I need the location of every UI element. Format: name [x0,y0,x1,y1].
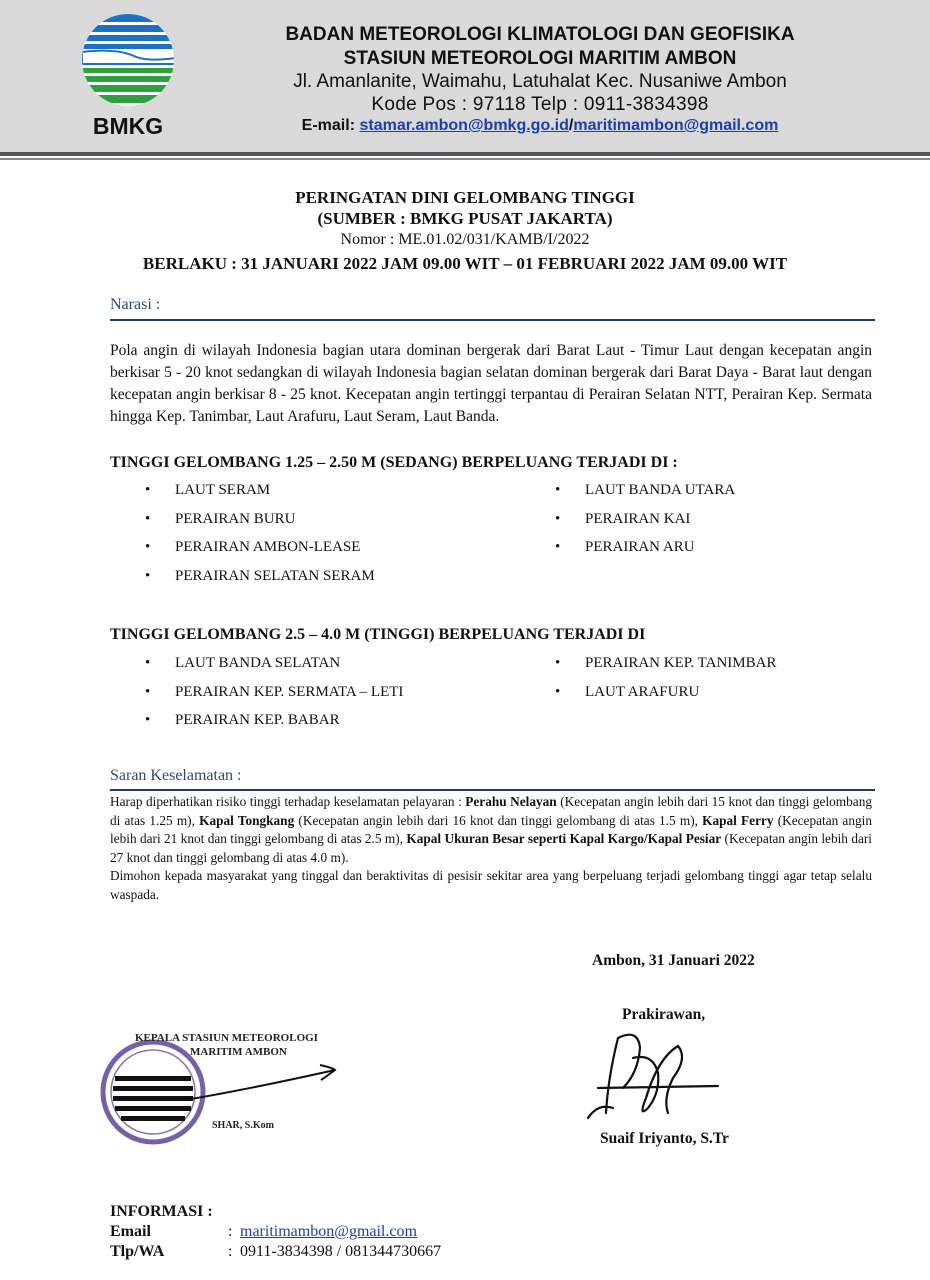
info-heading: INFORMASI : [110,1203,213,1220]
station-name: STASIUN METEOROLOGI MARITIM AMBON [343,48,737,69]
head-title-line1: KEPALA STASIUN METEOROLOGI [135,1032,318,1044]
email-link-1[interactable]: stamar.ambon@bmkg.go.id [359,117,569,134]
info-email-link[interactable]: maritimambon@gmail.com [240,1223,417,1240]
list-item: • LAUT BANDA SELATAN [145,655,341,671]
narasi-heading: Narasi : [110,296,161,313]
list-item: • PERAIRAN BURU [145,511,296,527]
email-link-2[interactable]: maritimambon@gmail.com [573,117,779,134]
forecaster-name: Suaif Iriyanto, S.Tr [600,1130,729,1147]
high-wave-heading: TINGGI GELOMBANG 2.5 – 4.0 M (TINGGI) BERPELUANG TERJADI DI [110,626,646,643]
info-phone-value: 0911-3834398 / 081344730667 [240,1243,442,1260]
list-item: • PERAIRAN SELATAN SERAM [145,568,375,584]
list-item: • PERAIRAN KEP. TANIMBAR [555,655,777,671]
safety-paragraph-2: Dimohon kepada masyarakat yang tinggal dan beraktivitas di pesisir sekitar area yang berpeluang terjadi gelombang tinggi agar tetap selalu waspada. [110,868,872,902]
list-item: • PERAIRAN KAI [555,511,691,527]
list-item: • LAUT BANDA UTARA [555,482,736,498]
list-item: • PERAIRAN KEP. SERMATA – LETI [145,684,404,700]
narasi-rule [110,319,875,321]
logo-text: BMKG [92,113,164,139]
safety-heading: Saran Keselamatan : [110,767,242,784]
bmkg-logo [76,12,180,140]
forecaster-signature [578,1018,728,1130]
place-date: Ambon, 31 Januari 2022 [592,952,755,969]
head-title-line2: MARITIM AMBON [190,1046,287,1058]
list-item: • LAUT SERAM [145,482,271,498]
address: Jl. Amanlanite, Waimahu, Latuhalat Kec. Nusaniwe Ambon [293,71,787,92]
document-title: PERINGATAN DINI GELOMBANG TINGGI [295,188,635,207]
email-separator: / [568,117,574,134]
info-email-colon: : [228,1223,233,1240]
email-line [180,117,900,135]
info-phone-label: Tlp/WA [110,1243,165,1260]
safety-rule [110,789,875,791]
list-item: • PERAIRAN KEP. BABAR [145,712,340,728]
narasi-text: Pola angin di wilayah Indonesia bagian utara dominan bergerak dari Barat Laut - Timur Laut dengan kecepatan angin berkisar 5 - 20 knot sedangkan di wilayah Indonesia bagian selatan dominan bergerak dari Barat Daya - Barat laut dengan kecepatan angin berkisar 8 - 25 knot. Kecepatan angin tertinggi terpantau di Perairan Selatan NTT, Perairan Kep. Sermata hingga Kep. Tanimbar, Laut Arafuru, Laut Seram, Laut Banda. [110,342,872,425]
list-item: • LAUT ARAFURU [555,684,700,700]
info-phone-colon: : [228,1243,233,1260]
document-number: Nomor : ME.01.02/031/KAMB/I/2022 [340,231,590,248]
safety-text [110,793,872,905]
safety-paragraph-1: Harap diperhatikan risiko tinggi terhadap keselamatan pelayaran : Perahu Nelayan (Kecepatan angin lebih dari 15 knot dan tinggi gelombang di atas 1.25 m), Kapal Tongkang (Kecepatan angin lebih dari 16 knot dan tinggi gelombang di atas 1.5 m), Kapal Ferry (Kecepatan angin lebih dari 21 knot dan tinggi gelombang di atas 2.5 m), Kapal Ukuran Besar seperti Kapal Kargo/Kapal Pesiar (Kecepatan angin lebih dari 27 knot dan tinggi gelombang di atas 4.0 m). [110,794,872,865]
list-item: • PERAIRAN ARU [555,539,695,555]
agency-name: BADAN METEOROLOGI KLIMATOLOGI DAN GEOFISIKA [285,24,795,45]
validity-period: BERLAKU : 31 JANUARI 2022 JAM 09.00 WIT – 01 FEBRUARI 2022 JAM 09.00 WIT [142,254,788,273]
email-label: E-mail: [301,117,360,134]
moderate-wave-heading: TINGGI GELOMBANG 1.25 – 2.50 M (SEDANG) BERPELUANG TERJADI DI : [110,454,678,471]
list-item: • PERAIRAN AMBON-LEASE [145,539,361,555]
forecaster-role: Prakirawan, [622,1006,706,1023]
document-source: (SUMBER : BMKG PUSAT JAKARTA) [317,209,613,228]
info-email-label: Email [110,1223,151,1240]
letterhead-rule [0,152,930,156]
head-name: SHAR, S.Kom [212,1120,274,1131]
letterhead-rule-thin [0,158,930,160]
postal-phone: Kode Pos : 97118 Telp : 0911-3834398 [371,94,709,115]
